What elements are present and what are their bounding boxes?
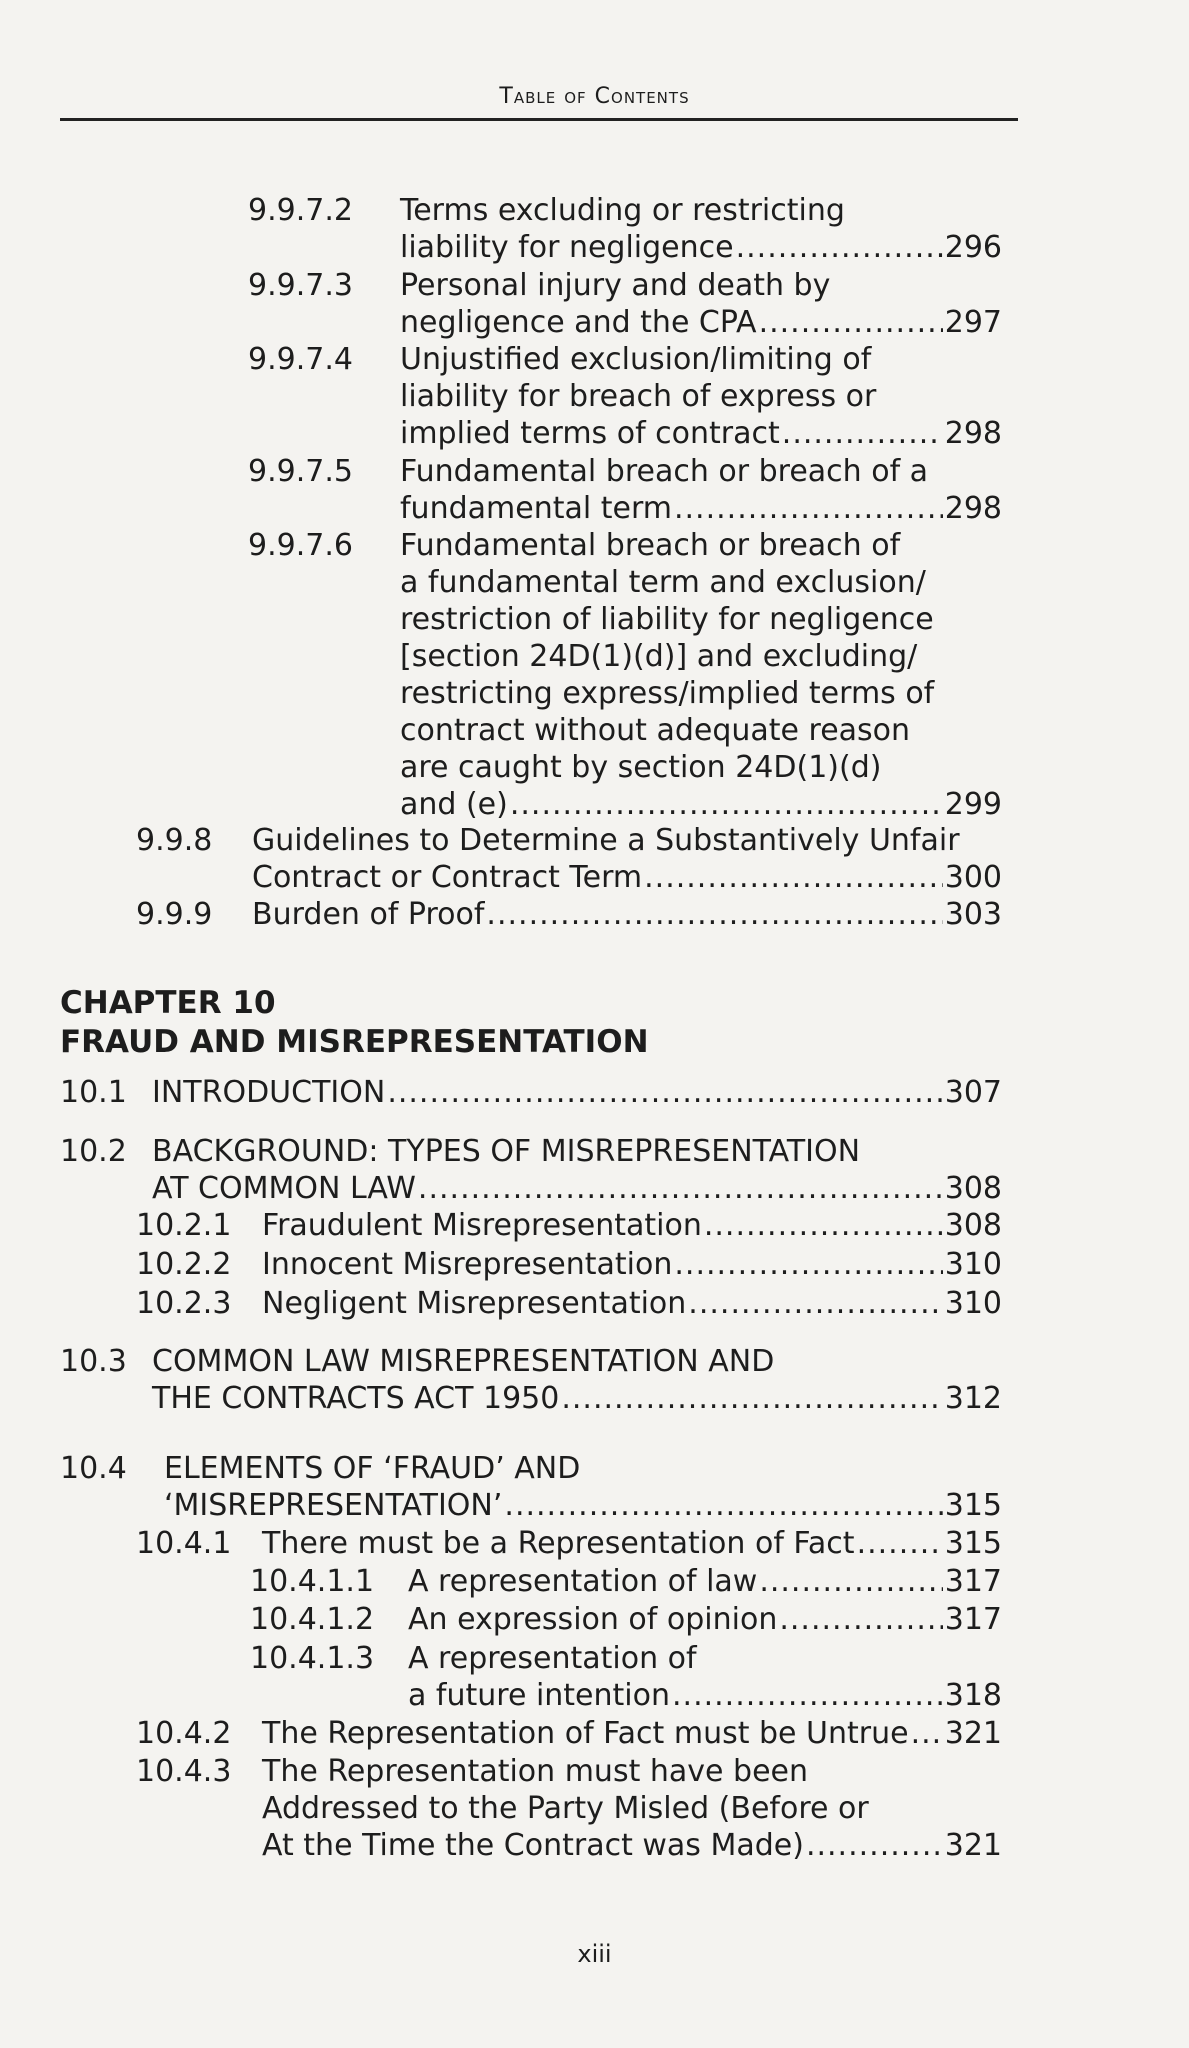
toc-entry-page: 315 — [944, 1488, 1002, 1523]
toc-entry-title: restriction of liability for negligence — [400, 602, 934, 637]
toc-entry-number: 9.9.9 — [136, 897, 213, 932]
toc-entry-title: Fundamental breach or breach of — [400, 528, 901, 563]
dot-leader — [780, 415, 943, 452]
toc-entry-number: 10.2.3 — [136, 1286, 232, 1321]
toc-entry-number: 10.4.3 — [136, 1754, 232, 1789]
toc-entry-number: 10.2.1 — [136, 1208, 232, 1243]
toc-entry-title: a fundamental term and exclusion/ — [400, 565, 926, 600]
toc-entry-page: 312 — [944, 1381, 1002, 1416]
toc-entry-number: 10.1 — [60, 1075, 127, 1110]
toc-entry-number: 9.9.7.5 — [248, 454, 353, 489]
toc-entry-page: 297 — [944, 305, 1002, 340]
header-rule — [60, 118, 1018, 121]
toc-entry-number: 10.4.1.2 — [250, 1602, 375, 1637]
toc-entry-title: Addressed to the Party Misled (Before or — [262, 1791, 869, 1826]
toc-entry-title: Personal injury and death by — [400, 268, 831, 303]
toc-entry-title: ‘MISREPRESENTATION’ — [164, 1488, 503, 1523]
toc-entry-page: 299 — [944, 787, 1002, 822]
toc-entry-number: 10.3 — [60, 1344, 127, 1379]
dot-leader — [804, 1827, 943, 1864]
toc-entry-page: 308 — [944, 1171, 1002, 1206]
toc-entry-title: The Representation of Fact must be Untrue — [262, 1716, 909, 1751]
toc-entry-title: restricting express/implied terms of — [400, 676, 935, 711]
toc-entry-page: 321 — [944, 1828, 1002, 1863]
toc-entry-title: negligence and the CPA — [400, 305, 757, 340]
dot-leader — [484, 896, 942, 933]
toc-entry-number: 9.9.7.3 — [248, 268, 353, 303]
toc-entry-title: Burden of Proof — [252, 897, 485, 932]
dot-leader — [385, 1074, 942, 1111]
dot-leader — [777, 1601, 942, 1638]
toc-entry-page: 310 — [944, 1286, 1002, 1321]
toc-entry-title: fundamental term — [400, 491, 672, 526]
dot-leader — [909, 1715, 943, 1752]
toc-entry-number: 10.4.1 — [136, 1526, 232, 1561]
toc-entry-number: 10.4 — [60, 1451, 127, 1486]
dot-leader — [757, 1563, 942, 1600]
toc-entry-title: INTRODUCTION — [152, 1075, 386, 1110]
toc-entry-number: 10.2.2 — [136, 1247, 232, 1282]
toc-entry-title: liability for breach of express or — [400, 379, 877, 414]
toc-entry-title: Terms excluding or restricting — [400, 193, 845, 228]
toc-entry-number: 9.9.7.2 — [248, 193, 353, 228]
toc-entry-title: a future intention — [408, 1678, 670, 1713]
dot-leader — [502, 1487, 942, 1524]
toc-entry-number: 9.9.7.4 — [248, 342, 353, 377]
dot-leader — [686, 1285, 942, 1322]
toc-entry-title: implied terms of contract — [400, 416, 780, 451]
toc-entry-number: 10.4.1.1 — [250, 1564, 375, 1599]
toc-entry-title: Fraudulent Misrepresentation — [262, 1208, 702, 1243]
dot-leader — [642, 859, 943, 896]
running-head: Table of Contents — [499, 84, 690, 109]
toc-entry-page: 300 — [944, 860, 1002, 895]
toc-entry-title: A representation of law — [408, 1564, 758, 1599]
dot-leader — [702, 1207, 943, 1244]
toc-entry-title: and (e) — [400, 787, 508, 822]
toc-entry-title: THE CONTRACTS ACT 1950 — [152, 1381, 560, 1416]
chapter-title: FRAUD AND MISREPRESENTATION — [60, 1024, 649, 1060]
toc-entry-number: 10.4.2 — [136, 1716, 232, 1751]
toc-entry-title: [section 24D(1)(d)] and excluding/ — [400, 639, 918, 674]
toc-entry-number: 9.9.8 — [136, 823, 213, 858]
toc-entry-number: 10.2 — [60, 1134, 127, 1169]
toc-entry-title: Guidelines to Determine a Substantively Unfair — [252, 823, 960, 858]
dot-leader — [672, 1246, 942, 1283]
toc-entry-title: Unjustified exclusion/limiting of — [400, 342, 872, 377]
toc-entry-title: ELEMENTS OF ‘FRAUD’ AND — [164, 1451, 581, 1486]
toc-entry-title: Fundamental breach or breach of a — [400, 454, 929, 489]
toc-entry-title: COMMON LAW MISREPRESENTATION AND — [152, 1344, 775, 1379]
toc-entry-page: 317 — [944, 1564, 1002, 1599]
toc-entry-page: 321 — [944, 1716, 1002, 1751]
toc-entry-title: Negligent Misrepresentation — [262, 1286, 687, 1321]
dot-leader — [508, 786, 943, 823]
toc-entry-page: 317 — [944, 1602, 1002, 1637]
dot-leader — [416, 1170, 943, 1207]
toc-entry-title: A representation of — [408, 1641, 697, 1676]
dot-leader — [670, 1677, 943, 1714]
toc-entry-page: 296 — [944, 230, 1002, 265]
toc-entry-page: 308 — [944, 1208, 1002, 1243]
toc-entry-page: 307 — [944, 1075, 1002, 1110]
toc-entry-number: 9.9.7.6 — [248, 528, 353, 563]
toc-entry-title: Contract or Contract Term — [252, 860, 643, 895]
dot-leader — [559, 1380, 942, 1417]
toc-entry-number: 10.4.1.3 — [250, 1641, 375, 1676]
toc-entry-title: contract without adequate reason — [400, 713, 911, 748]
toc-entry-title: AT COMMON LAW — [152, 1171, 416, 1206]
toc-entry-title: The Representation must have been — [262, 1754, 808, 1789]
toc-entry-page: 303 — [944, 897, 1002, 932]
toc-entry-title: are caught by section 24D(1)(d) — [400, 750, 882, 785]
chapter-label: CHAPTER 10 — [60, 985, 276, 1021]
toc-entry-page: 298 — [944, 491, 1002, 526]
toc-entry-title: Innocent Misrepresentation — [262, 1247, 673, 1282]
toc-entry-title: There must be a Representation of Fact — [262, 1526, 855, 1561]
toc-entry-page: 315 — [944, 1526, 1002, 1561]
toc-entry-title: An expression of opinion — [408, 1602, 778, 1637]
toc-entry-page: 318 — [944, 1678, 1002, 1713]
page-folio: xiii — [577, 1940, 612, 1968]
toc-entry-title: BACKGROUND: TYPES OF MISREPRESENTATION — [152, 1134, 861, 1169]
toc-entry-title: At the Time the Contract was Made) — [262, 1828, 804, 1863]
dot-leader — [672, 490, 943, 527]
toc-entry-page: 298 — [944, 416, 1002, 451]
toc-entry-page: 310 — [944, 1247, 1002, 1282]
toc-entry-title: liability for negligence — [400, 230, 734, 265]
dot-leader — [757, 304, 943, 341]
dot-leader — [734, 229, 943, 266]
dot-leader — [855, 1525, 943, 1562]
